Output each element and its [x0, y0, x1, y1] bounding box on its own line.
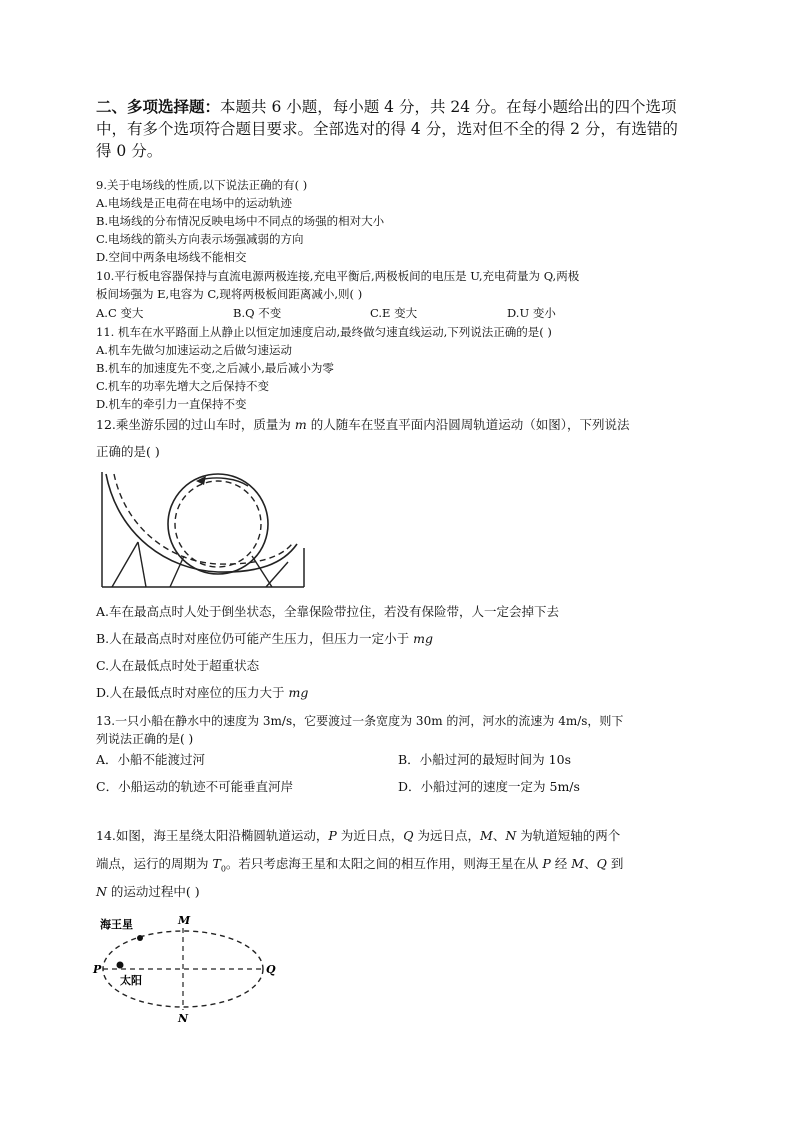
q12-stem-2: 正确的是( )	[96, 444, 160, 459]
section-desc-3: 得 0 分。	[96, 142, 163, 160]
q13-stem-1: 13.一只小船在静水中的速度为 3m/s，它要渡过一条宽度为 30m 的河，河水的流速为 4m/s，则下	[96, 714, 624, 728]
q13-option-c: C．小船运动的轨迹不可能垂直河岸	[96, 779, 294, 794]
q12-stem-1: 12.乘坐游乐园的过山车时，质量为 m 的人随车在竖直平面内沿圆周轨道运动（如图），下列说法	[96, 417, 630, 432]
label-Q: Q	[266, 963, 276, 976]
q10-option-a: A.C 变大	[96, 306, 144, 320]
q9-option-c: C.电场线的箭头方向表示场强减弱的方向	[96, 232, 304, 246]
section-header	[96, 96, 706, 162]
q9-stem: 9.关于电场线的性质,以下说法正确的有( )	[96, 178, 308, 192]
q10-option-d: D.U 变小	[507, 306, 556, 320]
q11-option-d: D.机车的牵引力一直保持不变	[96, 397, 247, 411]
label-neptune: 海王星	[100, 918, 133, 931]
q10-stem-1: 10.平行板电容器保持与直流电源两极连接,充电平衡后,两极板间的电压是 U,充电荷量为 Q,两极	[96, 269, 580, 283]
roller-coaster-figure	[98, 466, 308, 590]
q11-option-a: A.机车先做匀加速运动之后做匀速运动	[96, 343, 292, 357]
q9-option-d: D.空间中两条电场线不能相交	[96, 250, 247, 264]
q14-stem-1: 14.如图，海王星绕太阳沿椭圆轨道运动，P 为近日点，Q 为远日点，M、N 为轨道短轴的两个	[96, 828, 621, 843]
q13-stem-2: 列说法正确的是( )	[96, 732, 194, 746]
q12-option-a: A.车在最高点时人处于倒坐状态，全靠保险带拉住，若没有保险带，人一定会掉下去	[96, 604, 560, 619]
q11-option-c: C.机车的功率先增大之后保持不变	[96, 379, 270, 393]
section-heading: 二、多项选择题：	[96, 98, 221, 116]
neptune-dot	[137, 935, 143, 941]
orbit-figure	[92, 912, 282, 1024]
label-sun: 太阳	[120, 974, 142, 987]
q10-stem-2: 板间场强为 E,电容为 C,现将两极板间距离减小,则( )	[96, 287, 363, 301]
q14-stem-3: N 的运动过程中( )	[96, 884, 200, 899]
q12-option-d: D.人在最低点时对座位的压力大于 mg	[96, 685, 309, 700]
q10-option-b: B.Q 不变	[233, 306, 282, 320]
section-desc-2: 中，有多个选项符合题目要求。全部选对的得 4 分，选对但不全的得 2 分，有选错的	[96, 120, 678, 138]
q9-option-a: A.电场线是正电荷在电场中的运动轨迹	[96, 196, 292, 210]
label-N: N	[178, 1012, 189, 1024]
section-desc-1: 本题共 6 小题，每小题 4 分，共 24 分。在每小题给出的四个选项	[220, 98, 677, 116]
q10-option-c: C.E 变大	[370, 306, 418, 320]
q13-option-d: D．小船过河的速度一定为 5m/s	[398, 779, 580, 794]
label-P: P	[93, 963, 102, 976]
label-M: M	[178, 914, 191, 927]
q12-option-c: C.人在最低点时处于超重状态	[96, 658, 260, 673]
q14-stem-2: 端点，运行的周期为 $T_0$。若只考虑海王星和太阳之间的相互作用，则海王星在从 P 经 M、Q 到	[96, 856, 624, 874]
q13-option-b: B．小船过河的最短时间为 10s	[398, 752, 571, 767]
q12-option-b: B.人在最高点时对座位仍可能产生压力，但压力一定小于 mg	[96, 631, 433, 646]
q11-option-b: B.机车的加速度先不变,之后减小,最后减小为零	[96, 361, 334, 375]
sun-dot	[117, 962, 124, 969]
q9-option-b: B.电场线的分布情况反映电场中不同点的场强的相对大小	[96, 214, 385, 228]
q11-stem: 11. 机车在水平路面上从静止以恒定加速度启动,最终做匀速直线运动,下列说法正确的是( )	[96, 325, 552, 339]
q13-option-a: A．小船不能渡过河	[96, 752, 206, 767]
